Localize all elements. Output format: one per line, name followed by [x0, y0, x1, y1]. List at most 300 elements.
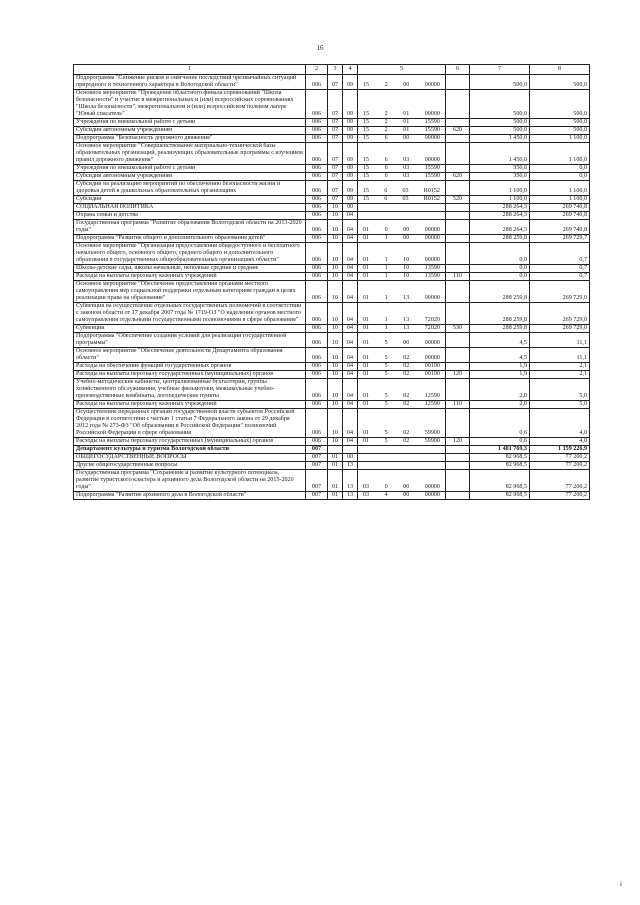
table-row [74, 127, 590, 135]
section-code: 10 [328, 220, 343, 235]
table-row [74, 220, 590, 235]
table-row [74, 196, 590, 204]
target-code-part: 15 [363, 157, 370, 163]
ministry-code: 007 [306, 454, 328, 462]
ministry-code: 007 [306, 470, 328, 492]
target-code-part: 2 [384, 111, 388, 117]
row-name: Субсидии на реализацию мероприятий по обеспечению безопасности жизни и здоровья детей в дошкольных образовательных организациях [74, 181, 306, 196]
table-row [74, 454, 590, 462]
section-code: 07 [328, 143, 343, 165]
subsection-code: 04 [343, 379, 358, 401]
sum-year-1: 0,6 [470, 409, 530, 438]
table-row [74, 173, 590, 181]
section-code [328, 446, 343, 454]
target-code-part: 00000 [424, 157, 440, 163]
target-code-part: 01 [363, 257, 370, 263]
section-code: 10 [328, 281, 343, 303]
target-code-part: 6 [384, 157, 388, 163]
section-code: 10 [328, 265, 343, 273]
target-code-part: 5 [384, 401, 388, 407]
sum-year-2: 77 200,2 [530, 462, 590, 470]
sum-year-2: 1 100,0 [530, 135, 590, 143]
target-article-code [358, 438, 446, 446]
ministry-code: 006 [306, 235, 328, 243]
table-row [74, 181, 590, 196]
expense-type-code [446, 204, 470, 212]
row-name: Учебно-методические кабинеты, централизованные бухгалтерии, группы хозяйственного обслуживания, учебные фильмотеки, межшкольные учебно-производственные комбинаты, логопедические пункты [74, 379, 306, 401]
target-code-part: 00 [403, 135, 410, 141]
col-header: 8 [530, 65, 590, 75]
target-code-part: 2 [384, 119, 388, 125]
section-code: 10 [328, 363, 343, 371]
subsection-code: 04 [343, 212, 358, 220]
target-article-code [358, 363, 446, 371]
expense-type-code [446, 446, 470, 454]
target-code-part: 5 [384, 430, 388, 436]
expense-type-code [446, 119, 470, 127]
sum-year-2: 269 729,0 [530, 281, 590, 303]
sum-year-2: 0,7 [530, 265, 590, 273]
target-code-part: 13590 [424, 273, 440, 279]
sum-year-1: 350,0 [470, 173, 530, 181]
target-code-part: 01 [403, 111, 410, 117]
target-code-part: R0152 [423, 196, 440, 202]
ministry-code: 006 [306, 143, 328, 165]
sum-year-1: 288 264,3 [470, 220, 530, 235]
sum-year-2: 77 200,2 [530, 454, 590, 462]
section-code: 07 [328, 135, 343, 143]
ministry-code: 006 [306, 401, 328, 409]
target-code-part: 03 [402, 196, 409, 202]
target-code-part: 00 [403, 484, 410, 490]
section-code: 10 [328, 204, 343, 212]
target-article-code [358, 348, 446, 363]
sum-year-1: 288 259,8 [470, 235, 530, 243]
row-name: Субвенция на осуществление отдельных государственных полномочий в соответствии с законом области от 17 декабря 2007 года № 1719-ОЗ "О наделении органов местного самоуправления отдельными государственными полномочиями в сфере образования" [74, 303, 306, 325]
target-code-part: 01 [403, 127, 410, 133]
table-row [74, 281, 590, 303]
row-name: Основное мероприятие "Организация предоставления общедоступного и бесплатного начального общего, основного общего, среднего общего и дополнительного образования в государственных общеобразовательных организациях области" [74, 243, 306, 265]
expense-type-code [446, 165, 470, 173]
target-code-part: 1 [384, 235, 388, 241]
subsection-code: 04 [343, 303, 358, 325]
target-code-part: 03 [403, 165, 410, 171]
expense-type-code [446, 135, 470, 143]
target-article-code [358, 119, 446, 127]
target-code-part: 1 [384, 257, 388, 263]
subsection-code: 13 [343, 462, 358, 470]
sum-year-2: 500,0 [530, 90, 590, 119]
sum-year-2: 0,0 [530, 165, 590, 173]
table-row [74, 165, 590, 173]
target-code-part: 01 [363, 438, 370, 444]
table-row [74, 379, 590, 401]
row-name: Основное мероприятие "Обеспечение деятельности Департамента образования области" [74, 348, 306, 363]
subsection-code: 13 [343, 470, 358, 492]
sum-year-2: 500,0 [530, 127, 590, 135]
sum-year-1: 288 259,8 [470, 281, 530, 303]
subsection-code: 00 [343, 454, 358, 462]
target-code-part: 01 [363, 355, 370, 361]
sum-year-1: 4,5 [470, 333, 530, 348]
target-code-part: 00 [403, 492, 410, 498]
target-code-part: 4 [384, 492, 388, 498]
row-name: Расходы на выплаты персоналу государственных (муниципальных) органов [74, 438, 306, 446]
sum-year-1: 82 968,5 [470, 470, 530, 492]
target-code-part: 03 [403, 173, 410, 179]
subsection-code: 04 [343, 409, 358, 438]
target-code-part: 00000 [424, 111, 440, 117]
expense-type-code [446, 243, 470, 265]
target-article-code [358, 265, 446, 273]
footer-mark: i [620, 880, 622, 888]
target-code-part: 15590 [424, 119, 440, 125]
sum-year-1: 0,0 [470, 273, 530, 281]
target-code-part: 13 [403, 295, 410, 301]
sum-year-1: 1 100,0 [470, 181, 530, 196]
table-row [74, 446, 590, 454]
table-row [74, 273, 590, 281]
table-row [74, 303, 590, 325]
ministry-code: 006 [306, 196, 328, 204]
section-code: 07 [328, 196, 343, 204]
target-code-part: 6 [384, 188, 388, 194]
target-code-part: 5 [384, 363, 388, 369]
sum-year-2: 5,0 [530, 401, 590, 409]
row-name: Другие общегосударственные вопросы [74, 462, 306, 470]
target-article-code [358, 165, 446, 173]
target-code-part: 1 [384, 273, 388, 279]
subsection-code: 04 [343, 281, 358, 303]
target-article-code [358, 303, 446, 325]
sum-year-1: 288 259,8 [470, 325, 530, 333]
section-code: 10 [328, 409, 343, 438]
target-article-code [358, 273, 446, 281]
subsection-code: 04 [343, 235, 358, 243]
subsection-code [343, 446, 358, 454]
sum-year-1: 82 968,5 [470, 454, 530, 462]
target-code-part: 15590 [424, 173, 440, 179]
subsection-code: 04 [343, 371, 358, 379]
expense-type-code: 110 [446, 273, 470, 281]
target-code-part: 01 [363, 340, 370, 346]
sum-year-2: 269 729,0 [530, 325, 590, 333]
row-name: Подпрограмма "Безопасность дорожного движения" [74, 135, 306, 143]
expense-type-code: 120 [446, 438, 470, 446]
target-code-part: 02 [403, 363, 410, 369]
target-code-part: 01 [363, 295, 370, 301]
section-code: 07 [328, 165, 343, 173]
target-article-code [358, 196, 446, 204]
target-code-part: 00000 [424, 135, 440, 141]
section-code: 10 [328, 303, 343, 325]
section-code: 10 [328, 333, 343, 348]
target-code-part: 00 [403, 227, 410, 233]
row-name: Подпрограмма "Снижение рисков и смягчение последствий чрезвычайных ситуаций природного и техногенного характера в Вологодской области" [74, 75, 306, 90]
target-code-part: 02 [403, 438, 410, 444]
sum-year-1: 500,0 [470, 90, 530, 119]
sum-year-1: 1,9 [470, 363, 530, 371]
row-name: Учреждения по внешкольной работе с детьми [74, 165, 306, 173]
table-row [74, 212, 590, 220]
sum-year-2: 0,7 [530, 273, 590, 281]
sum-year-1: 2,0 [470, 379, 530, 401]
target-code-part: 5 [384, 340, 388, 346]
ministry-code: 006 [306, 75, 328, 90]
target-code-part: 15 [363, 188, 370, 194]
target-code-part: 01 [403, 119, 410, 125]
target-article-code [358, 173, 446, 181]
section-code: 01 [328, 492, 343, 500]
target-code-part: 02 [403, 371, 410, 377]
sum-year-2: 500,0 [530, 119, 590, 127]
expense-type-code: 520 [446, 196, 470, 204]
row-name: Расходы на обеспечение функций государственных органов [74, 363, 306, 371]
ministry-code: 006 [306, 127, 328, 135]
expense-type-code [446, 454, 470, 462]
section-code: 10 [328, 273, 343, 281]
expense-type-code [446, 409, 470, 438]
subsection-code: 00 [343, 204, 358, 212]
target-code-part: 72020 [424, 317, 440, 323]
row-name: Осуществление переданных органам государственной власти субъектов Российской Федерации в соответствии с частью 1 статьи 7 Федерального закона от 29 декабря 2012 года № 273-ФЗ "Об образовании в Российской Федерации" полномочий Российской Федерации в сфере образования [74, 409, 306, 438]
row-name: Подпрограмма "Развитие общего и дополнительного образования детей" [74, 235, 306, 243]
sum-year-2: 2,1 [530, 371, 590, 379]
ministry-code: 006 [306, 281, 328, 303]
sum-year-2: 4,0 [530, 409, 590, 438]
target-code-part: 5 [384, 393, 388, 399]
target-article-code [358, 143, 446, 165]
table-row [74, 363, 590, 371]
target-article-code [358, 333, 446, 348]
sum-year-2: 269 729,7 [530, 235, 590, 243]
expense-type-code [446, 462, 470, 470]
target-code-part: 15 [363, 165, 370, 171]
target-article-code [358, 325, 446, 333]
target-code-part: 00 [403, 340, 410, 346]
sum-year-1: 0,6 [470, 438, 530, 446]
target-code-part: 15 [363, 127, 370, 133]
sum-year-1: 288 264,3 [470, 204, 530, 212]
sum-year-1: 1 100,0 [470, 196, 530, 204]
expense-type-code [446, 235, 470, 243]
target-code-part: 15 [363, 173, 370, 179]
ministry-code: 006 [306, 165, 328, 173]
subsection-code: 09 [343, 75, 358, 90]
sum-year-1: 1,9 [470, 371, 530, 379]
subsection-code: 04 [343, 220, 358, 235]
target-article-code [358, 470, 446, 492]
col-header: 4 [343, 65, 358, 75]
ministry-code: 007 [306, 492, 328, 500]
target-code-part: 0 [384, 227, 388, 233]
ministry-code: 006 [306, 243, 328, 265]
table-row [74, 204, 590, 212]
col-header: 7 [470, 65, 530, 75]
target-code-part: 03 [363, 492, 370, 498]
sum-year-2: 77 200,2 [530, 470, 590, 492]
target-code-part: 01 [363, 430, 370, 436]
target-article-code [358, 220, 446, 235]
table-row [74, 438, 590, 446]
ministry-code: 007 [306, 446, 328, 454]
target-code-part: 01 [363, 235, 370, 241]
target-code-part: 00000 [424, 340, 440, 346]
sum-year-1: 500,0 [470, 119, 530, 127]
ministry-code: 006 [306, 181, 328, 196]
table-row [74, 235, 590, 243]
ministry-code: 006 [306, 173, 328, 181]
subsection-code: 04 [343, 348, 358, 363]
row-name: Субсидии автономным учреждениям [74, 127, 306, 135]
target-code-part: 13 [403, 325, 410, 331]
ministry-code: 006 [306, 438, 328, 446]
sum-year-1: 1 481 769,3 [470, 446, 530, 454]
target-code-part: 10 [403, 273, 410, 279]
expense-type-code [446, 333, 470, 348]
sum-year-1: 350,0 [470, 165, 530, 173]
section-code: 10 [328, 212, 343, 220]
target-code-part: 1 [384, 325, 388, 331]
row-name: Субсидии автономным учреждениям [74, 173, 306, 181]
section-code: 10 [328, 235, 343, 243]
sum-year-2: 2,1 [530, 363, 590, 371]
section-code: 10 [328, 348, 343, 363]
target-code-part: 02 [403, 401, 410, 407]
table-row [74, 143, 590, 165]
table-row [74, 90, 590, 119]
row-name: Департамент культуры и туризма Вологодской области [74, 446, 306, 454]
row-name: Расходы на выплаты персоналу казенных учреждений [74, 273, 306, 281]
expense-type-code [446, 220, 470, 235]
target-code-part: 6 [384, 196, 388, 202]
section-code: 07 [328, 181, 343, 196]
table-row [74, 462, 590, 470]
target-code-part: 10 [403, 265, 410, 271]
expense-type-code [446, 379, 470, 401]
sum-year-2: 1 100,0 [530, 181, 590, 196]
target-code-part: 03 [402, 188, 409, 194]
subsection-code: 04 [343, 438, 358, 446]
sum-year-1: 288 264,3 [470, 212, 530, 220]
target-code-part: 5 [384, 438, 388, 444]
target-code-part: 02 [403, 355, 410, 361]
sum-year-1: 288 259,8 [470, 303, 530, 325]
target-code-part: 15 [363, 119, 370, 125]
target-code-part: 00000 [424, 227, 440, 233]
sum-year-2: 5,0 [530, 379, 590, 401]
ministry-code: 006 [306, 90, 328, 119]
ministry-code: 006 [306, 371, 328, 379]
ministry-code: 006 [306, 265, 328, 273]
target-code-part: 59900 [424, 438, 440, 444]
ministry-code: 006 [306, 325, 328, 333]
target-article-code [358, 204, 446, 212]
target-code-part: 6 [384, 173, 388, 179]
subsection-code: 04 [343, 401, 358, 409]
target-code-part: 01 [363, 265, 370, 271]
section-code: 07 [328, 173, 343, 181]
ministry-code: 006 [306, 273, 328, 281]
row-name: ОБЩЕГОСУДАРСТВЕННЫЕ ВОПРОСЫ [74, 454, 306, 462]
target-code-part: 72020 [424, 325, 440, 331]
ministry-code: 006 [306, 379, 328, 401]
target-code-part: 1 [384, 265, 388, 271]
ministry-code: 006 [306, 363, 328, 371]
expense-type-code [446, 265, 470, 273]
ministry-code: 007 [306, 462, 328, 470]
section-code: 10 [328, 438, 343, 446]
target-code-part: 01 [363, 273, 370, 279]
row-name: СОЦИАЛЬНАЯ ПОЛИТИКА [74, 204, 306, 212]
table-row [74, 119, 590, 127]
expense-type-code: 620 [446, 127, 470, 135]
target-article-code [358, 454, 446, 462]
sum-year-1: 4,5 [470, 348, 530, 363]
expense-type-code [446, 181, 470, 196]
target-article-code [358, 446, 446, 454]
target-code-part: 2 [384, 127, 388, 133]
target-code-part: 15 [363, 135, 370, 141]
row-name: Охрана семьи и детства [74, 212, 306, 220]
section-code: 10 [328, 379, 343, 401]
target-code-part: 00000 [424, 295, 440, 301]
col-header: 2 [306, 65, 328, 75]
sum-year-1: 500,0 [470, 127, 530, 135]
target-code-part: 2 [384, 82, 388, 88]
ministry-code: 006 [306, 303, 328, 325]
table-row [74, 409, 590, 438]
col-header: 6 [446, 65, 470, 75]
ministry-code: 006 [306, 135, 328, 143]
row-name: Подпрограмма "Развитие архивного дела в Вологодской области" [74, 492, 306, 500]
sum-year-1: 82 968,5 [470, 462, 530, 470]
ministry-code: 006 [306, 220, 328, 235]
target-code-part: 12590 [424, 393, 440, 399]
col-header: 5 [358, 65, 446, 75]
subsection-code: 09 [343, 173, 358, 181]
table-row [74, 348, 590, 363]
sum-year-2: 269 740,8 [530, 220, 590, 235]
section-code: 07 [328, 90, 343, 119]
section-code: 10 [328, 325, 343, 333]
target-code-part: 01 [363, 363, 370, 369]
sum-year-2: 0,7 [530, 243, 590, 265]
target-code-part: 15 [363, 82, 370, 88]
target-code-part: 15 [363, 111, 370, 117]
section-code: 07 [328, 119, 343, 127]
sum-year-1: 0,0 [470, 265, 530, 273]
target-article-code [358, 135, 446, 143]
sum-year-1: 2,0 [470, 401, 530, 409]
sum-year-1: 500,0 [470, 75, 530, 90]
target-article-code [358, 243, 446, 265]
expense-type-code [446, 281, 470, 303]
target-code-part: 6 [384, 165, 388, 171]
subsection-code: 09 [343, 127, 358, 135]
target-article-code [358, 409, 446, 438]
table-row [74, 470, 590, 492]
subsection-code: 09 [343, 90, 358, 119]
target-code-part: 01 [363, 325, 370, 331]
expense-type-code [446, 75, 470, 90]
row-name: Подпрограмма "Обеспечение создания условий для реализации государственной программы" [74, 333, 306, 348]
target-code-part: 00000 [424, 484, 440, 490]
target-code-part: 00000 [424, 235, 440, 241]
ministry-code: 006 [306, 204, 328, 212]
budget-table [73, 64, 590, 500]
row-name: Учреждения по внешкольной работе с детьми [74, 119, 306, 127]
